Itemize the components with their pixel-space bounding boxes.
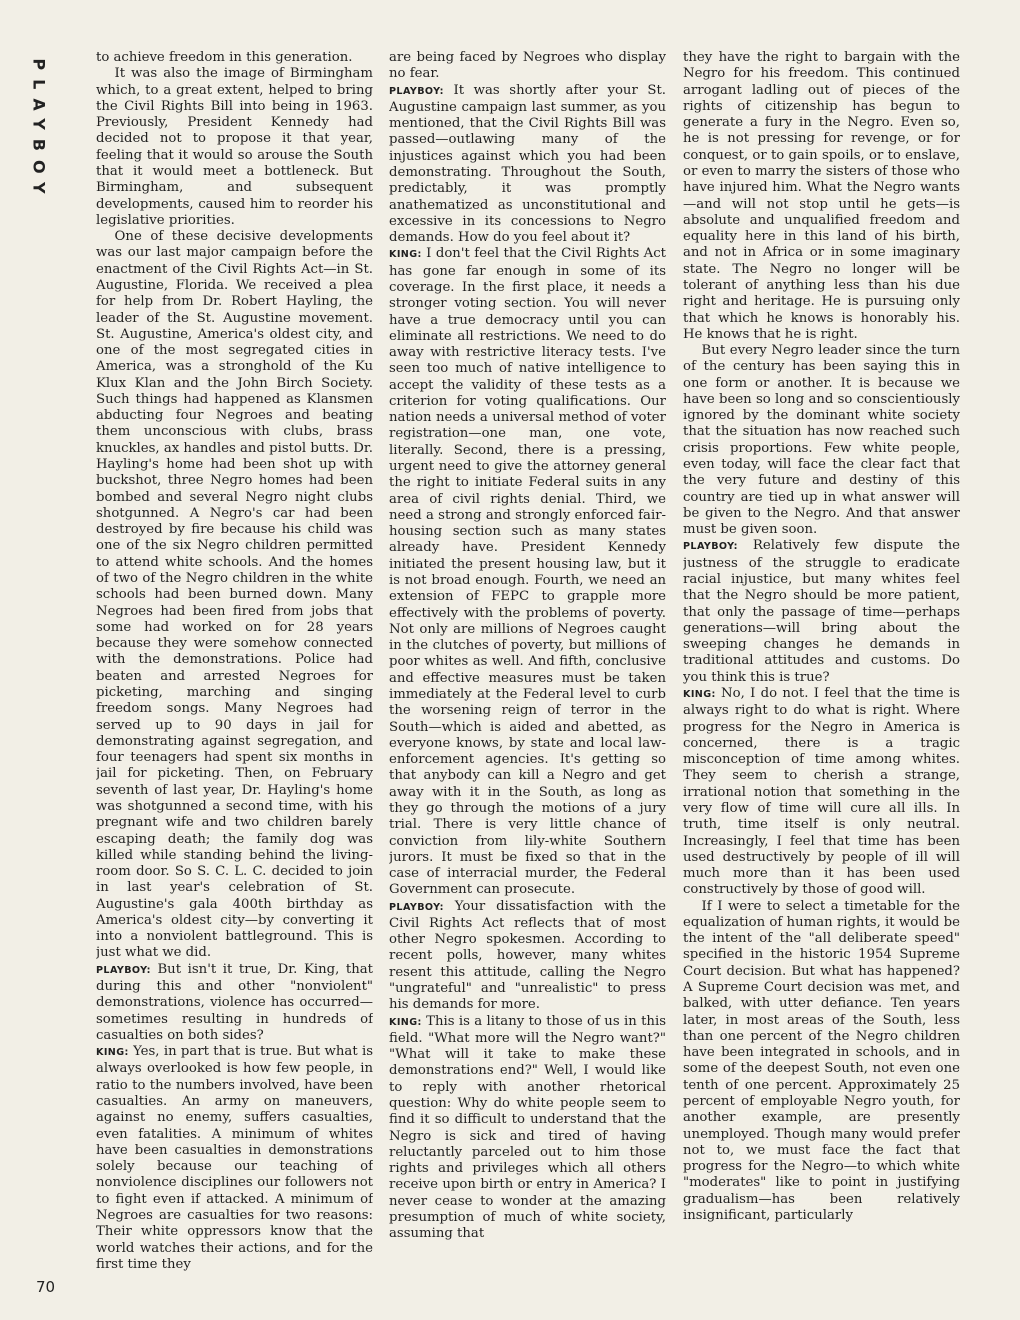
paragraph (96, 1044, 373, 1273)
speaker-label: KING: (389, 249, 422, 261)
paragraph-text: are being faced by Negroes who display no fear. (389, 50, 666, 82)
speaker-label: KING: (683, 688, 716, 700)
paragraph (96, 66, 373, 229)
paragraph (389, 899, 666, 1014)
paragraph (96, 962, 373, 1044)
speaker-label: PLAYBOY: (389, 901, 444, 913)
paragraph-text: to achieve freedom in this generation. (96, 50, 353, 65)
magazine-spine (28, 55, 50, 205)
text-column-3 (683, 50, 960, 1290)
paragraph-text: Your dissatisfaction with the Civil Rights Act reflects that of most other Negro spokesmen. According to recent polls, however, many whites resent this attitude, calling the Negro "ungrateful" and "unrealistic" to press his demands for more. (389, 898, 666, 1013)
magazine-title: PLAYBOY (29, 57, 49, 203)
speaker-label: PLAYBOY: (96, 964, 151, 976)
text-column-2 (389, 50, 666, 1290)
page-number: 70 (36, 1278, 56, 1296)
paragraph-text: If I were to select a timetable for the equalization of human rights, it would be the intent of the "all deliberate speed" specified in the historic 1954 Supreme Court decision. But what has happened? A Supreme Court decision was met, and balked, with utter defiance. Ten years later, in most areas of the South, less than one percent of the Negro children have been integrated in schools, and in some of the deepest South, not even one tenth of one percent. Approximately 25 percent of employable Negro youth, for another example, are presently unemployed. Though many would prefer not to, we must face the fact that progress for the Negro—to which white "moderates" like to point in justifying gradualism—has been relatively insignificant, particularly (683, 898, 960, 1223)
paragraph (389, 1014, 666, 1243)
speaker-label: PLAYBOY: (683, 541, 738, 553)
paragraph-text: I don't feel that the Civil Rights Act has gone far enough in some of its coverage. In the first place, it needs a stronger voting section. You will never have a true democracy until you can eliminate all restrictions. We need to do away with restrictive literacy tests. I've seen too much of native intelligence to accept the validity of these tests as a criterion for voting qualifications. Our nation needs a universal method of voter registration—one man, one vote, literally. Second, there is a pressing, urgent need to give the attorney general the right to initiate Federal suits in any area of civil rights denial. Third, we need a strong and strongly enforced fair-housing section such as many states already have. President Kennedy initiated the present housing law, but it is not broad enough. Fourth, we need an extension of FEPC to grapple more effectively with the problems of poverty. Not only are millions of Negroes caught in the clutches of poverty, but millions of poor whites as well. And fifth, conclusive and effective measures must be taken immediately at the Federal level to curb the worsening reign of terror in the South—which is aided and abetted, as everyone knows, by state and local law-enforcement agencies. It's getting so that anybody can kill a Negro and get away with it in the South, as long as they go through the motions of a jury trial. There is very little chance of conviction from lily-white Southern jurors. It must be fixed so that in the case of interracial murder, the Federal Government can prosecute. (389, 246, 666, 898)
paragraph (96, 50, 373, 66)
paragraph (96, 229, 373, 962)
speaker-label: PLAYBOY: (389, 85, 444, 97)
paragraph (389, 50, 666, 83)
paragraph-text: No, I do not. I feel that the time is always right to do what is right. Where progress for the Negro in America is concerned, there is a tragic misconception of time among whites. They seem to cherish a strange, irrational notion that something in the very flow of time will cure all ills. In truth, time itself is only neutral. Increasingly, I feel that time has been used destructively by people of ill will much more than it has been used constructively by those of good will. (683, 685, 960, 898)
paragraph (683, 538, 960, 686)
paragraph-text: Relatively few dispute the justness of the struggle to eradicate racial injustice, but many whites feel that the Negro should be more patient, that only the passage of time—perhaps generations—will bring about the sweeping changes he demands in traditional attitudes and customs. Do you think this is true? (683, 538, 960, 685)
paragraph (683, 686, 960, 899)
paragraph-text: But isn't it true, Dr. King, that during this and other "nonviolent" demonstrations, violence has occurred—sometimes resulting in hundreds of casualties on both sides? (96, 961, 373, 1043)
paragraph (683, 899, 960, 1225)
paragraph-text: This is a litany to those of us in this field. "What more will the Negro want?" "What will it take to make these demonstrations end?" Well, I would like to reply with another rhetorical question: Why do white people seem to find it so difficult to understand that the Negro is sick and tired of having reluctantly parceled out to him those rights and privileges which all others receive upon birth or entry in America? I never cease to wonder at the amazing presumption of much of white society, assuming that (389, 1013, 666, 1242)
paragraph (389, 246, 666, 898)
paragraph (389, 83, 666, 247)
paragraph-text: It was shortly after your St. Augustine campaign last summer, as you mentioned, that the Civil Rights Bill was passed—outlawing many of the injustices against which you had been demonstrating. Throughout the South, predictably, it was promptly anathematized as unconstitutional and excessive in its concessions to Negro demands. How do you feel about it? (389, 82, 666, 246)
text-column-1 (96, 50, 373, 1290)
paragraph-text: It was also the image of Birmingham which, to a great extent, helped to bring the Civil Rights Bill into being in 1963. Previously, President Kennedy had decided not to propose it that year, feeling that it would so arouse the South that it would meet a bottleneck. But Birmingham, and subsequent developments, caused him to reorder his legislative priorities. (96, 66, 373, 228)
paragraph-text: Yes, in part that is true. But what is always overlooked is how few people, in ratio to the numbers involved, have been casualties. An army on maneuvers, against no enemy, suffers casualties, even fatalities. A minimum of whites have been casualties in demonstrations solely because our teaching of nonviolence disciplines our followers not to fight even if attacked. A minimum of Negroes are casualties for two reasons: Their white oppressors know that the world watches their actions, and for the first time they (96, 1044, 373, 1272)
paragraph (683, 343, 960, 538)
paragraph-text: But every Negro leader since the turn of the century has been saying this in one form or another. It is because we have been so long and so conscientiously ignored by the dominant white society that the situation has now reached such crisis proportions. Few white people, even today, will face the clear fact that the very future and destiny of this country are tied up in what answer will be given to the Negro. And that answer must be given soon. (683, 343, 960, 538)
paragraph (683, 50, 960, 343)
speaker-label: KING: (96, 1047, 129, 1059)
paragraph-text: they have the right to bargain with the Negro for his freedom. This continued arrogant ladling out of pieces of the rights of citizenship has begun to generate a fury in the Negro. Even so, he is not pressing for revenge, or for conquest, or to gain spoils, or to enslave, or even to marry the sisters of those who have injured him. What the Negro wants—and will not stop until he gets—is absolute and unqualified freedom and equality here in this land of his birth, and not in Africa or in some imaginary state. The Negro no longer will be tolerant of anything less than his due right and heritage. He is pursuing only that which he knows is honorably his. He knows that he is right. (683, 50, 960, 342)
speaker-label: KING: (389, 1016, 422, 1028)
paragraph-text: One of these decisive developments was our last major campaign before the enactment of the Civil Rights Act—in St. Augustine, Florida. We received a plea for help from Dr. Robert Hayling, the leader of the St. Augustine movement. St. Augustine, America's oldest city, and one of the most segregated cities in America, was a stronghold of the Ku Klux Klan and the John Birch Society. Such things had happened as Klansmen abducting four Negroes and beating them unconscious with clubs, brass knuckles, ax handles and pistol butts. Dr. Hayling's home had been shot up with buckshot, three Negro homes had been bombed and several Negro night clubs shotgunned. A Negro's car had been destroyed by fire because his child was one of the six Negro children permitted to attend white schools. And the homes of two of the Negro children in the white schools had been burned down. Many Negroes had been fired from jobs that some had worked on for 28 years because they were somehow connected with the demonstrations. Police had beaten and arrested Negroes for picketing, marching and singing freedom songs. Many Negroes had served up to 90 days in jail for demonstrating against segregation, and four teenagers had spent six months in jail for picketing. Then, on February seventh of last year, Dr. Hayling's home was shotgunned a second time, with his pregnant wife and two children barely escaping death; the family dog was killed while standing behind the living-room door. So S. C. L. C. decided to join in last year's celebration of St. Augustine's gala 400th birthday as America's oldest city—by converting it into a nonviolent battleground. This is just what we did. (96, 229, 373, 961)
